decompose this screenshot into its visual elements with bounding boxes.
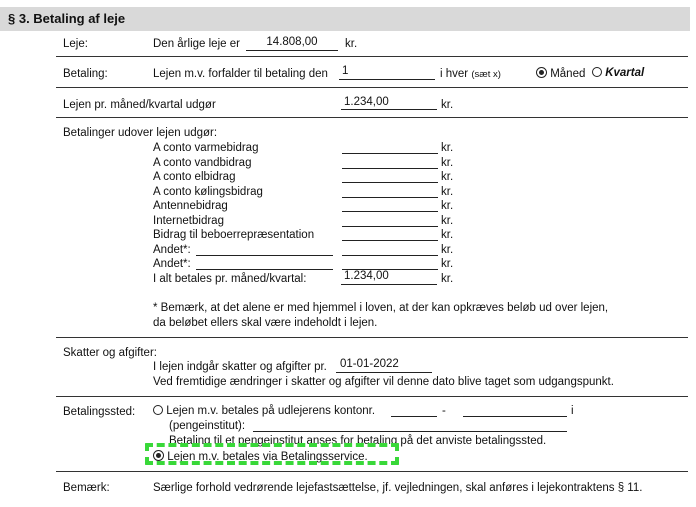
dash: - (442, 405, 446, 417)
extra-item-label: A conto elbidrag (153, 171, 236, 183)
skatter-line-2: Ved fremtidige ændringer i skatter og afgifter vil denne dato blive taget som udgangspunkt. (153, 376, 614, 388)
skatter-label: Skatter og afgifter: (63, 347, 157, 359)
skatter-line-1: I lejen indgår skatter og afgifter pr. (153, 361, 327, 373)
monthly-text: Lejen pr. måned/kvartal udgør (63, 99, 216, 111)
extra-item-label: A conto varmebidrag (153, 142, 259, 154)
betaling-label: Betaling: (63, 68, 108, 80)
divider (56, 396, 688, 397)
extra-item-field[interactable] (342, 211, 438, 212)
radio-checked-icon (536, 67, 547, 78)
extra-item-unit: kr. (441, 157, 454, 169)
divider (56, 117, 688, 118)
annual-rent-field[interactable]: 14.808,00 (266, 36, 318, 48)
reg-number-field[interactable] (391, 416, 437, 417)
leje-label: Leje: (63, 38, 88, 50)
total-underline (341, 284, 437, 285)
extra-item-field[interactable] (342, 168, 438, 169)
extra-item-label: Bidrag til beboerrepræsentation (153, 229, 315, 241)
extra-item-unit: kr. (441, 258, 454, 270)
radio-kontonr-label: Lejen m.v. betales på udlejerens kontonr. (166, 405, 376, 417)
leje-unit: kr. (345, 38, 358, 50)
radio-unchecked-icon (592, 67, 602, 77)
divider (56, 471, 688, 472)
kontonr-note: Betaling til et pengeinstitut anses for betaling på det anviste betalingssted. (169, 435, 547, 447)
extra-item-label: A conto vandbidrag (153, 157, 252, 169)
extra-item-unit: kr. (441, 186, 454, 198)
betalingssted-label: Betalingssted: (63, 406, 136, 418)
extra-item-unit: kr. (441, 229, 454, 241)
monthly-rent-underline (341, 109, 437, 110)
radio-unchecked-icon (153, 405, 163, 415)
annual-rent-underline (246, 50, 338, 51)
extra-item-unit: kr. (441, 142, 454, 154)
note-line-2: da beløbet ellers skal være indeholdt i lejen. (153, 317, 378, 329)
leje-text: Den årlige leje er (153, 38, 240, 50)
extra-item-label: Internetbidrag (153, 215, 224, 227)
bank-name-field[interactable] (253, 431, 567, 432)
extra-item-label: Antennebidrag (153, 200, 228, 212)
tax-date-field[interactable]: 01-01-2022 (340, 358, 399, 370)
extra-item-unit: kr. (441, 244, 454, 256)
pengeinstitut-label: (pengeinstitut): (169, 420, 246, 432)
extra-item-label: Andet*: (153, 258, 191, 270)
radio-betalingsservice-label: Lejen m.v. betales via Betalingsservice. (167, 451, 368, 463)
extra-item-field[interactable] (342, 240, 438, 241)
section-title: § 3. Betaling af leje (8, 11, 126, 26)
divider (56, 87, 688, 88)
note-line-1: * Bemærk, at det alene er med hjemmel i loven, at der kan opkræves beløb ud over lejen, (153, 302, 609, 314)
extra-item-unit: kr. (441, 200, 454, 212)
extra-item-field[interactable] (342, 197, 438, 198)
extra-item-field[interactable] (342, 255, 438, 256)
radio-kvartal[interactable] (592, 67, 644, 79)
due-day-underline (339, 79, 435, 80)
betaling-text: Lejen m.v. forfalder til betaling den (153, 68, 328, 80)
divider (56, 337, 688, 338)
i-text: i (571, 405, 574, 417)
extra-item-field[interactable] (342, 153, 438, 154)
account-number-field[interactable] (463, 416, 567, 417)
extras-heading: Betalinger udover lejen udgør: (63, 127, 218, 139)
extra-item-label: A conto kølingsbidrag (153, 186, 263, 198)
extra-item-unit: kr. (441, 215, 454, 227)
extra-item-unit: kr. (441, 171, 454, 183)
bemaerk-text: Særlige forhold vedrørende lejefastsættelse, jf. vejledningen, skal anføres i lejekontraktens § 11. (153, 482, 643, 494)
radio-maaned-label: Måned (550, 68, 586, 80)
andet-description-field[interactable] (196, 255, 333, 256)
extra-item-field[interactable] (342, 182, 438, 183)
monthly-unit: kr. (441, 99, 454, 111)
total-field[interactable]: 1.234,00 (344, 270, 389, 282)
highlight-box (145, 443, 399, 465)
tax-date-underline (336, 372, 432, 373)
section-header (0, 7, 690, 31)
monthly-rent-field[interactable]: 1.234,00 (344, 96, 389, 108)
radio-kontonr[interactable] (153, 405, 375, 417)
divider (56, 56, 688, 57)
bemaerk-label: Bemærk: (63, 482, 110, 494)
radio-maaned[interactable] (536, 67, 585, 80)
andet-description-field[interactable] (196, 269, 333, 270)
due-day-field[interactable]: 1 (342, 65, 349, 77)
betaling-suffix: i hver (sæt x) (440, 68, 501, 80)
radio-kvartal-label: Kvartal (605, 67, 645, 79)
extra-item-label: Andet*: (153, 244, 191, 256)
total-label: I alt betales pr. måned/kvartal: (153, 273, 307, 285)
extra-item-field[interactable] (342, 226, 438, 227)
total-unit: kr. (441, 273, 454, 285)
